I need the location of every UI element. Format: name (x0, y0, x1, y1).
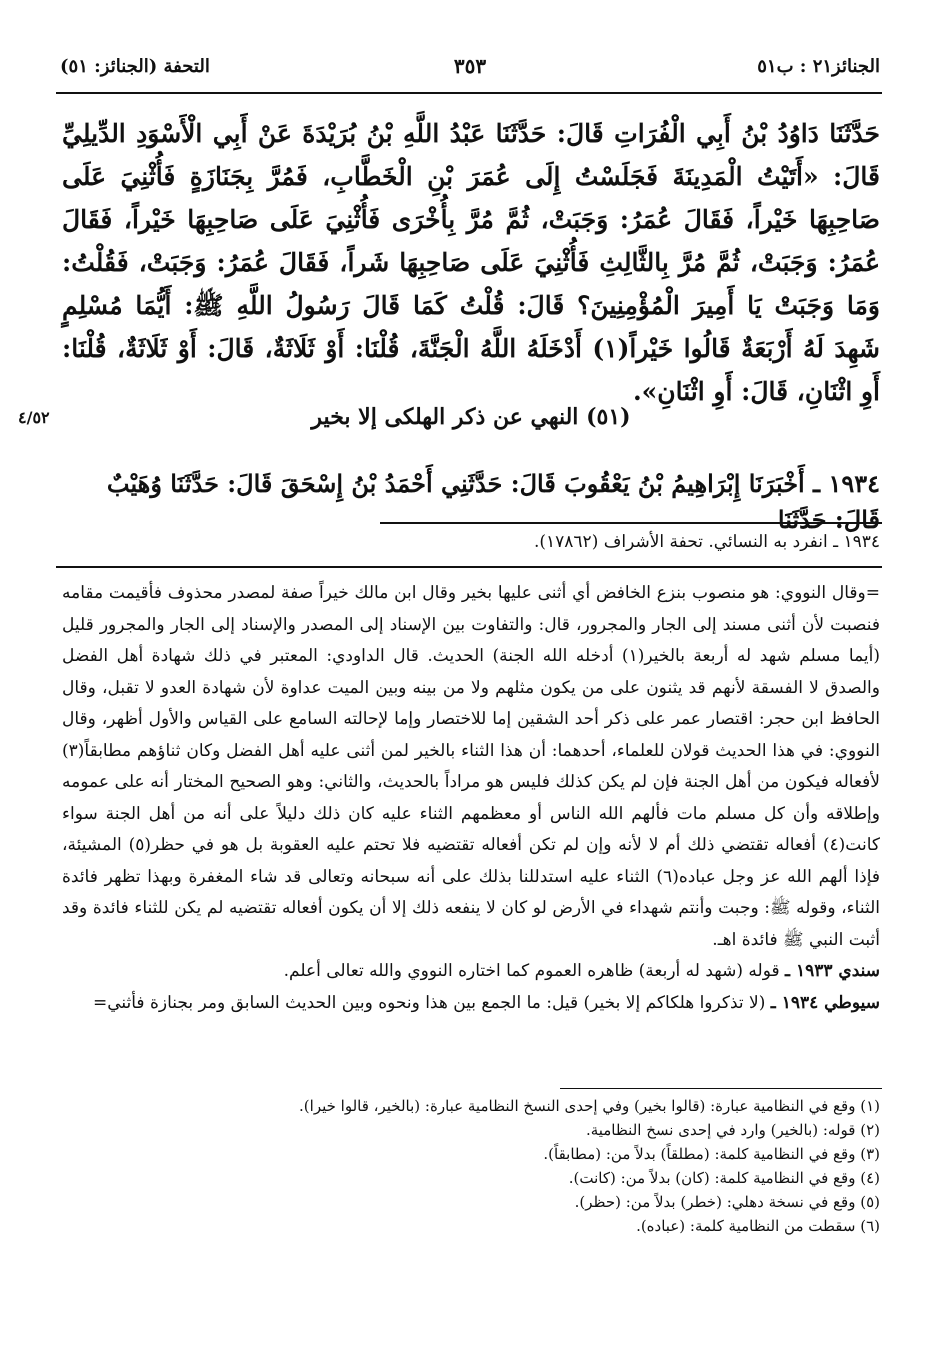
footnote: (٢) قوله: (بالخير) وارد في إحدى نسخ النظامية. (585, 1121, 880, 1139)
hadith-1933-text (62, 112, 880, 413)
header-book-ref: الجنائز٢١ : ب٥١ (757, 56, 880, 77)
header-tuhfa-ref: التحفة (الجنائز: ٥١) (60, 56, 210, 77)
hadith-1933-paragraph: حَدَّثَنَا دَاوُدُ بْنُ أَبِي الْفُرَاتِ قَالَ: حَدَّثَنَا عَبْدُ اللَّهِ بْنُ بُرَيْدَةَ عَنْ أَبِي الْأَسْوَدِ الدِّيلِيِّ قَالَ: «أَتَيْتُ الْمَدِينَةَ فَجَلَسْتُ إِلَى عُمَرَ بْنِ الْخَطَّابِ، فَمُرَّ بِجَنَازَةٍ فَأُثْنِيَ عَلَى صَاحِبِهَا خَيْراً، فَقَالَ عُمَرُ: وَجَبَتْ، ثُمَّ مُرَّ بِأُخْرَى فَأُثْنِيَ عَلَى صَاحِبِهَا خَيْراً، فَقَالَ عُمَرُ: وَجَبَتْ، ثُمَّ مُرَّ بِالثَّالِثِ فَأُثْنِيَ عَلَى صَاحِبِهَا شَراً، فَقَالَ عُمَرُ: وَجَبَتْ، فَقُلْتُ: وَمَا وَجَبَتْ يَا أَمِيرَ الْمُؤْمِنِينَ؟ قَالَ: قُلْتُ كَمَا قَالَ رَسُولُ اللَّهِ ﷺ: أَيُّمَا مُسْلِمٍ شَهِدَ لَهُ أَرْبَعَةٌ قَالُوا خَيْراً(١) أَدْخَلَهُ اللَّهُ الْجَنَّةَ، قُلْنَا: أَوْ ثَلَاثَةٌ، قَالَ: أَوْ ثَلَاثَةٌ، قُلْنَا: أَوِ اثْنَانِ، قَالَ: أَوِ اثْنَانِ». (62, 119, 880, 406)
page-number: ٣٥٣ (453, 54, 487, 78)
suyuti-label: سيوطي ١٩٣٤ ـ (770, 992, 880, 1013)
footnotes-divider (560, 1088, 882, 1089)
footnotes-list (200, 1094, 880, 1238)
nawawi-commentary: =وقال النووي: هو منصوب بنزع الخافض أي أثنى عليها بخير وقال ابن مالك خيراً صفة لمصدر محذوف فأقيمت مقامه فنصبت لأن أثنى مسند إلى الجار والمجرور، قال: والتفاوت بين الإسناد إلى المصدر والإسناد إلى الجار والمجرور قليل (أيما مسلم شهد له أربعة بالخير(١) أدخله الله الجنة) الحديث. قال الداودي: المعتبر في ذلك شهادة أهل الفضل والصدق لا الفسقة لأنهم قد يثنون على من يكون مثلهم ولا من بينه وبين الميت عداوة لأن شهادة العدو لا تقبل، وقال الحافظ ابن حجر: اقتصار عمر على ذكر أحد الشقين إما للاختصار وإما لإحالته السامع على القياس والأول أظهر، وقال النووي: في هذا الحديث قولان للعلماء، أحدهما: أن هذا الثناء بالخير لمن أثنى عليه أهل الفضل وكان ثناؤهم مطابقاً(٣) لأفعاله فيكون من أهل الجنة فإن لم يكن كذلك فليس هو مراداً بالحديث، والثاني: وهو الصحيح المختار أنه على عمومه وإطلاقه وأن كل مسلم مات فألهم الله الناس أو معظمهم الثناء عليه كان ذلك دليلاً على أنه من أهل الجنة سواء كانت(٤) أفعاله تقتضي ذلك أم لا لأنه وإن لم تكن أفعاله تقتضيه فلا تحتم عليه العقوبة بل هو في حظر(٥) المشيئة، فإذا ألهم الله عز وجل عباده(٦) الثناء عليه استدللنا بذلك على أنه سبحانه وتعالى قد شاء المغفرة وبهذا تظهر فائدة الثناء، وقوله ﷺ: وجبت وأنتم شهداء في الأرض لو كان لا ينفعه ذلك إلا أن يكون أفعاله تقتضيه لم يكن للثناء فائدة وقد أثبت النبي ﷺ فائدة اهـ. (62, 583, 881, 950)
header-divider (56, 92, 882, 94)
footnote: (٥) وقع في نسخة دهلي: (خطر) بدلاً من: (حظر). (574, 1193, 880, 1211)
footnote: (٣) وقع في النظامية كلمة: (مطلقاً) بدلاً من: (مطابقاً). (543, 1145, 880, 1163)
commentary-divider (56, 566, 882, 568)
suyuti-commentary (62, 988, 880, 1020)
chapter-title: (٥١) النهي عن ذكر الهلكى إلا بخير (311, 404, 631, 430)
sindi-commentary (62, 956, 880, 988)
takhrij-note: ١٩٣٤ ـ انفرد به النسائي. تحفة الأشراف (١٧٨٦٢). (533, 532, 880, 552)
hadith-1934-text: ١٩٣٤ ـ أَخْبَرَنَا إِبْرَاهِيمُ بْنُ يَعْقُوبَ قَالَ: حَدَّثَنِي أَحْمَدُ بْنُ إِسْحَقَ قَالَ: حَدَّثَنَا وُهَيْبٌ قَالَ: حَدَّثَنَا (106, 469, 880, 534)
page-header (60, 50, 880, 84)
footnote: (٦) سقطت من النظامية كلمة: (عباده). (636, 1217, 880, 1235)
margin-reference: ٤/٥٢ (18, 408, 50, 427)
takhrij-divider (380, 522, 882, 524)
footnote: (٤) وقع في النظامية كلمة: (كان) بدلاً من: (كانت). (568, 1169, 880, 1187)
sindi-label: سندي ١٩٣٣ ـ (785, 961, 880, 981)
suyuti-text: (لا تذكروا هلكاكم إلا بخير) قيل: ما الجمع بين هذا ونحوه وبين الحديث السابق ومر بجنازة فأثني= (92, 992, 766, 1013)
sindi-text: قوله (شهد له أربعة) ظاهره العموم كما اختاره النووي والله تعالى أعلم. (283, 961, 780, 981)
footnote: (١) وقع في النظامية عبارة: (قالوا بخير) وفي إحدى النسخ النظامية عبارة: (بالخير، قالوا خيرا). (299, 1097, 880, 1115)
commentary-block (62, 578, 880, 1019)
